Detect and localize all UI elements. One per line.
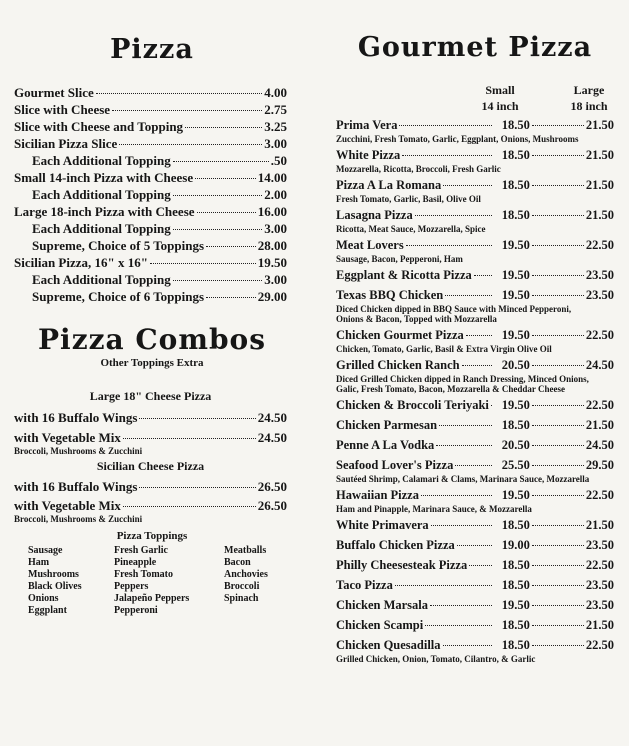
dot-leader xyxy=(532,405,584,406)
gourmet-menu-item xyxy=(336,557,614,574)
item-name: Each Additional Topping xyxy=(32,272,171,287)
item-price: 14.00 xyxy=(257,170,287,185)
item-price: 28.00 xyxy=(257,238,287,253)
pizza-menu-row xyxy=(14,288,287,305)
combo-note: Broccoli, Mushrooms & Zucchini xyxy=(14,446,143,456)
item-description: Ricotta, Meat Sauce, Mozzarella, Spice xyxy=(336,224,486,234)
small-price: 19.50 xyxy=(501,238,530,252)
item-description: Diced Chicken dipped in BBQ Sauce with Minced Pepperoni, xyxy=(336,304,572,314)
large-price: 22.50 xyxy=(585,638,614,652)
dot-leader xyxy=(532,245,584,246)
item-description: Sausage, Bacon, Pepperoni, Ham xyxy=(336,254,463,264)
small-price: 18.50 xyxy=(501,418,530,432)
combo-price: 26.50 xyxy=(257,479,287,494)
item-name: White Pizza xyxy=(336,148,401,162)
item-name: Chicken Scampi xyxy=(336,618,424,632)
small-price: 20.50 xyxy=(501,358,530,372)
gourmet-menu-item xyxy=(336,397,614,414)
gourmet-menu-row xyxy=(336,557,614,574)
dot-leader xyxy=(123,438,256,439)
item-price: 29.00 xyxy=(257,289,287,304)
item-name: Buffalo Chicken Pizza xyxy=(336,538,455,552)
dot-leader xyxy=(439,425,492,426)
dot-leader xyxy=(173,280,263,281)
small-price: 18.50 xyxy=(501,148,530,162)
gourmet-menu-row xyxy=(336,327,614,344)
combo-name: with 16 Buffalo Wings xyxy=(14,479,138,494)
dot-leader xyxy=(532,185,584,186)
small-price: 19.50 xyxy=(501,268,530,282)
combo-price: 24.50 xyxy=(257,430,287,445)
pizza-menu-row xyxy=(14,135,287,152)
gourmet-menu-item xyxy=(336,437,614,454)
topping-item: Black Olives xyxy=(28,581,82,592)
small-label: Small xyxy=(485,83,515,97)
dot-leader xyxy=(532,295,584,296)
toppings-grid xyxy=(28,545,288,617)
combo-row xyxy=(14,429,287,446)
item-description: Galic, Fresh Tomato, Bacon, Mozzarella & Cheddar Cheese xyxy=(336,384,565,394)
item-price: 19.50 xyxy=(257,255,287,270)
dot-leader xyxy=(402,155,492,156)
item-name: Lasagna Pizza xyxy=(336,208,413,222)
combo-name: with Vegetable Mix xyxy=(14,498,121,513)
small-price: 18.50 xyxy=(501,518,530,532)
large-price: 23.50 xyxy=(585,598,614,612)
item-name: Slice with Cheese xyxy=(14,102,111,117)
large-price: 21.50 xyxy=(585,208,614,222)
size-header xyxy=(336,83,614,117)
gourmet-menu-item xyxy=(336,327,614,354)
toppings-column xyxy=(224,545,288,617)
topping-item: Pineapple xyxy=(114,557,157,568)
dot-leader xyxy=(431,525,492,526)
item-price: 4.00 xyxy=(264,85,287,100)
item-name: Small 14-inch Pizza with Cheese xyxy=(14,170,194,185)
dot-leader xyxy=(139,487,255,488)
item-name: Chicken Marsala xyxy=(336,598,429,612)
dot-leader xyxy=(112,110,262,111)
dot-leader xyxy=(532,445,584,446)
item-name: Grilled Chicken Ranch xyxy=(336,358,460,372)
combo-row xyxy=(14,409,287,426)
gourmet-menu-item xyxy=(336,577,614,594)
topping-item: Anchovies xyxy=(224,569,268,580)
toppings-column xyxy=(28,545,114,617)
combo-large-heading: Large 18" Cheese Pizza xyxy=(89,389,212,403)
combo-name: with Vegetable Mix xyxy=(14,430,121,445)
item-name: Gourmet Slice xyxy=(14,85,94,100)
large-price: 24.50 xyxy=(585,358,614,372)
dot-leader xyxy=(532,425,584,426)
item-name: Each Additional Topping xyxy=(32,153,171,168)
dot-leader xyxy=(532,605,584,606)
gourmet-menu-row xyxy=(336,397,614,414)
item-name: Prima Vera xyxy=(336,118,398,132)
dot-leader xyxy=(436,445,492,446)
large-price: 29.50 xyxy=(585,458,614,472)
large-price: 23.50 xyxy=(585,538,614,552)
large-price: 24.50 xyxy=(585,438,614,452)
dot-leader xyxy=(399,125,491,126)
item-description: Zucchini, Fresh Tomato, Garlic, Eggplant, Onions, Mushrooms xyxy=(336,134,579,144)
dot-leader xyxy=(474,275,492,276)
small-price: 19.50 xyxy=(501,398,530,412)
dot-leader xyxy=(532,215,584,216)
topping-item: Sausage xyxy=(28,545,63,556)
item-price: 3.00 xyxy=(264,272,287,287)
small-price: 18.50 xyxy=(501,208,530,222)
dot-leader xyxy=(123,506,256,507)
large-size: 18 inch xyxy=(570,99,608,113)
item-description: Chicken, Tomato, Garlic, Basil & Extra Virgin Olive Oil xyxy=(336,344,552,354)
item-name: Penne A La Vodka xyxy=(336,438,435,452)
dot-leader xyxy=(457,545,492,546)
topping-item: Eggplant xyxy=(28,605,67,616)
dot-leader xyxy=(532,465,584,466)
gourmet-menu-item xyxy=(336,207,614,234)
item-name: Pizza A La Romana xyxy=(336,178,442,192)
dot-leader xyxy=(206,246,256,247)
dot-leader xyxy=(173,195,263,196)
gourmet-menu-item xyxy=(336,637,614,664)
topping-item: Onions xyxy=(28,593,59,604)
item-description: Diced Grilled Chicken dipped in Ranch Dressing, Minced Onions, xyxy=(336,374,589,384)
dot-leader xyxy=(173,229,263,230)
gourmet-menu-row xyxy=(336,357,614,374)
gourmet-menu-item xyxy=(336,457,614,484)
item-description: Grilled Chicken, Onion, Tomato, Cilantro, & Garlic xyxy=(336,654,536,664)
pizza-menu-row xyxy=(14,271,287,288)
dot-leader xyxy=(395,585,492,586)
gourmet-menu-row xyxy=(336,457,614,474)
dot-leader xyxy=(532,525,584,526)
pizza-menu-row xyxy=(14,186,287,203)
dot-leader xyxy=(415,215,492,216)
dot-leader xyxy=(532,125,584,126)
large-price: 22.50 xyxy=(585,238,614,252)
large-price: 22.50 xyxy=(585,558,614,572)
large-price: 23.50 xyxy=(585,268,614,282)
gourmet-menu-item xyxy=(336,617,614,634)
combo-note: Broccoli, Mushrooms & Zucchini xyxy=(14,514,143,524)
small-price: 18.50 xyxy=(501,178,530,192)
large-price: 22.50 xyxy=(585,488,614,502)
gourmet-menu-item xyxy=(336,237,614,264)
pizza-section-title: Pizza xyxy=(110,34,194,65)
dot-leader xyxy=(532,365,584,366)
gourmet-menu-row xyxy=(336,117,614,134)
dot-leader xyxy=(206,297,256,298)
topping-item: Pepperoni xyxy=(114,605,158,616)
gourmet-menu-row xyxy=(336,517,614,534)
item-price: 3.00 xyxy=(264,136,287,151)
dot-leader xyxy=(532,495,584,496)
combo-price: 24.50 xyxy=(257,410,287,425)
dot-leader xyxy=(150,263,256,264)
dot-leader xyxy=(455,465,492,466)
item-name: Chicken Gourmet Pizza xyxy=(336,328,464,342)
dot-leader xyxy=(195,178,256,179)
dot-leader xyxy=(406,245,492,246)
gourmet-menu-row xyxy=(336,537,614,554)
item-name: Chicken Parmesan xyxy=(336,418,438,432)
large-label: Large xyxy=(573,83,605,97)
gourmet-menu-row xyxy=(336,177,614,194)
dot-leader xyxy=(443,645,492,646)
large-price: 21.50 xyxy=(585,178,614,192)
item-name: Texas BBQ Chicken xyxy=(336,288,444,302)
pizza-menu-row xyxy=(14,203,287,220)
gourmet-menu-item xyxy=(336,177,614,204)
large-price: 21.50 xyxy=(585,618,614,632)
item-name: Philly Cheesesteak Pizza xyxy=(336,558,468,572)
small-price: 25.50 xyxy=(501,458,530,472)
gourmet-menu-row xyxy=(336,237,614,254)
pizza-menu-row xyxy=(14,118,287,135)
gourmet-section-title: Gourmet Pizza xyxy=(357,32,593,63)
item-name: Sicilian Pizza, 16" x 16" xyxy=(14,255,148,270)
gourmet-menu-row xyxy=(336,597,614,614)
topping-item: Spinach xyxy=(224,593,259,604)
toppings-column xyxy=(114,545,224,617)
dot-leader xyxy=(532,565,584,566)
item-description: Fresh Tomato, Garlic, Basil, Olive Oil xyxy=(336,194,481,204)
large-price: 21.50 xyxy=(585,418,614,432)
small-price: 19.50 xyxy=(501,598,530,612)
small-price: 18.50 xyxy=(501,618,530,632)
item-name: White Primavera xyxy=(336,518,429,532)
topping-item: Broccoli xyxy=(224,581,260,592)
small-price: 18.50 xyxy=(501,558,530,572)
item-name: Chicken & Broccoli Teriyaki xyxy=(336,398,489,412)
gourmet-menu-row xyxy=(336,487,614,504)
item-price: 3.25 xyxy=(264,119,287,134)
dot-leader xyxy=(532,625,584,626)
pizza-menu-row xyxy=(14,84,287,101)
combo-row xyxy=(14,478,287,495)
small-price: 19.50 xyxy=(501,488,530,502)
small-price: 19.00 xyxy=(501,538,530,552)
item-name: Supreme, Choice of 6 Toppings xyxy=(32,289,205,304)
gourmet-menu-row xyxy=(336,287,614,304)
item-name: Each Additional Topping xyxy=(32,221,171,236)
item-description: Sautéed Shrimp, Calamari & Clams, Marinara Sauce, Mozzarella xyxy=(336,474,590,484)
pizza-price-list xyxy=(14,84,287,305)
topping-item: Peppers xyxy=(114,581,149,592)
dot-leader xyxy=(421,495,492,496)
left-column xyxy=(14,0,290,746)
combos-section-title: Pizza Combos xyxy=(38,323,266,356)
item-price: 3.00 xyxy=(264,221,287,236)
item-name: Each Additional Topping xyxy=(32,187,171,202)
item-name: Supreme, Choice of 5 Toppings xyxy=(32,238,205,253)
large-price: 23.50 xyxy=(585,578,614,592)
small-price: 19.50 xyxy=(501,328,530,342)
dot-leader xyxy=(96,93,262,94)
item-name: Meat Lovers xyxy=(336,238,404,252)
dot-leader xyxy=(185,127,262,128)
dot-leader xyxy=(462,365,492,366)
gourmet-menu-row xyxy=(336,207,614,224)
gourmet-menu-item xyxy=(336,597,614,614)
item-name: Taco Pizza xyxy=(336,578,393,592)
small-size: 14 inch xyxy=(481,99,519,113)
dot-leader xyxy=(119,144,262,145)
dot-leader xyxy=(532,645,584,646)
item-name: Chicken Quesadilla xyxy=(336,638,441,652)
pizza-menu-row xyxy=(14,101,287,118)
dot-leader xyxy=(425,625,492,626)
gourmet-menu-item xyxy=(336,117,614,144)
item-name: Sicilian Pizza Slice xyxy=(14,136,118,151)
dot-leader xyxy=(532,275,584,276)
large-price: 22.50 xyxy=(585,398,614,412)
gourmet-menu-item xyxy=(336,487,614,514)
dot-leader xyxy=(491,405,492,406)
toppings-title: Pizza Toppings xyxy=(116,530,188,542)
gourmet-menu-item xyxy=(336,287,614,324)
dot-leader xyxy=(443,185,492,186)
right-column xyxy=(336,0,614,746)
large-price: 21.50 xyxy=(585,148,614,162)
item-name: Slice with Cheese and Topping xyxy=(14,119,184,134)
dot-leader xyxy=(532,335,584,336)
gourmet-menu-row xyxy=(336,577,614,594)
item-price: 16.00 xyxy=(257,204,287,219)
item-name: Large 18-inch Pizza with Cheese xyxy=(14,204,195,219)
item-price: .50 xyxy=(270,153,287,168)
item-description: Mozzarella, Ricotta, Broccoli, Fresh Garlic xyxy=(336,164,501,174)
small-price: 18.50 xyxy=(501,578,530,592)
gourmet-menu-row xyxy=(336,617,614,634)
gourmet-menu-item xyxy=(336,357,614,394)
large-price: 21.50 xyxy=(585,118,614,132)
item-name: Seafood Lover's Pizza xyxy=(336,458,454,472)
small-price: 20.50 xyxy=(501,438,530,452)
gourmet-menu-row xyxy=(336,267,614,284)
gourmet-menu-row xyxy=(336,637,614,654)
gourmet-menu-item xyxy=(336,267,614,284)
topping-item: Fresh Tomato xyxy=(114,569,173,580)
item-description: Ham and Pinapple, Marinara Sauce, & Mozzarella xyxy=(336,504,532,514)
topping-item: Ham xyxy=(28,557,50,568)
item-price: 2.75 xyxy=(264,102,287,117)
pizza-menu-row xyxy=(14,237,287,254)
dot-leader xyxy=(139,418,255,419)
pizza-menu-row xyxy=(14,254,287,271)
gourmet-price-list xyxy=(336,117,614,667)
pizza-menu-row xyxy=(14,220,287,237)
combo-sicilian-heading: Sicilian Cheese Pizza xyxy=(96,459,205,473)
combos-subtitle: Other Toppings Extra xyxy=(100,357,204,369)
topping-item: Fresh Garlic xyxy=(114,545,168,556)
combo-name: with 16 Buffalo Wings xyxy=(14,410,138,425)
dot-leader xyxy=(532,155,584,156)
dot-leader xyxy=(173,161,269,162)
item-name: Eggplant & Ricotta Pizza xyxy=(336,268,472,282)
small-price: 18.50 xyxy=(501,638,530,652)
gourmet-menu-item xyxy=(336,517,614,534)
dot-leader xyxy=(445,295,492,296)
topping-item: Bacon xyxy=(224,557,251,568)
gourmet-menu-item xyxy=(336,537,614,554)
item-price: 2.00 xyxy=(264,187,287,202)
gourmet-menu-row xyxy=(336,417,614,434)
small-price: 19.50 xyxy=(501,288,530,302)
large-price: 23.50 xyxy=(585,288,614,302)
small-price: 18.50 xyxy=(501,118,530,132)
topping-item: Meatballs xyxy=(224,545,267,556)
pizza-menu-row xyxy=(14,152,287,169)
dot-leader xyxy=(532,585,584,586)
pizza-menu-row xyxy=(14,169,287,186)
topping-item: Mushrooms xyxy=(28,569,79,580)
gourmet-menu-item xyxy=(336,147,614,174)
dot-leader xyxy=(466,335,492,336)
item-description: Onions & Bacon, Topped with Mozzarella xyxy=(336,314,497,324)
combo-row xyxy=(14,497,287,514)
combos-list xyxy=(14,389,287,524)
large-price: 22.50 xyxy=(585,328,614,342)
topping-item: Jalapeño Peppers xyxy=(114,593,190,604)
dot-leader xyxy=(469,565,492,566)
gourmet-menu-row xyxy=(336,437,614,454)
dot-leader xyxy=(430,605,492,606)
combo-price: 26.50 xyxy=(257,498,287,513)
item-name: Hawaiian Pizza xyxy=(336,488,419,502)
gourmet-menu-row xyxy=(336,147,614,164)
gourmet-menu-item xyxy=(336,417,614,434)
dot-leader xyxy=(197,212,256,213)
dot-leader xyxy=(532,545,584,546)
large-price: 21.50 xyxy=(585,518,614,532)
